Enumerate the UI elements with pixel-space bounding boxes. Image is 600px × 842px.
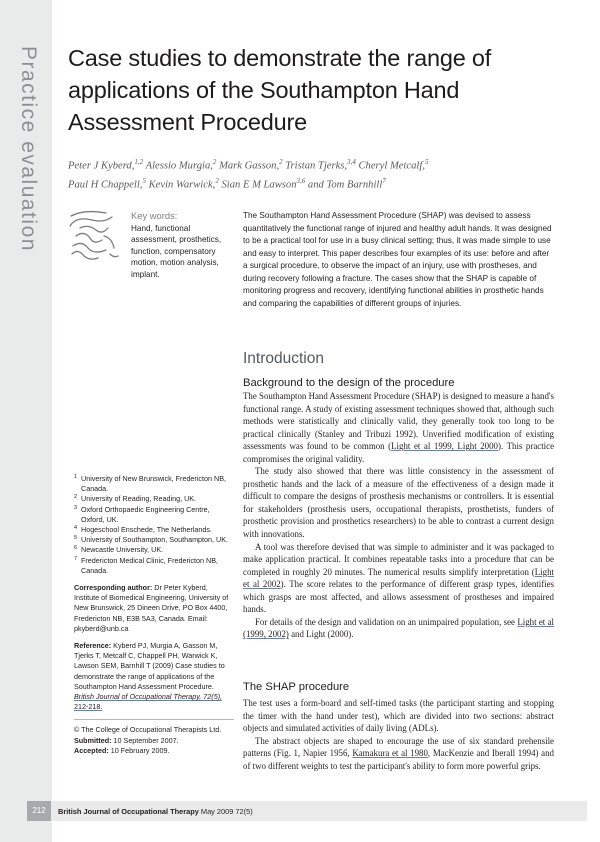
- journal-issue: May 2009 72(5): [198, 807, 253, 816]
- article-dates: [74, 725, 234, 756]
- introduction-heading: Introduction: [243, 350, 324, 367]
- reference-text: Kyberd PJ, Murgia A, Gasson M, Tjerks T, Metcalf C, Chappell PH, Warwick K, Lawson SEM, Barnhill T (2009) Case studies to demonstrate the range of applications of the Southampton Hand Assessment Procedure.: [74, 641, 225, 691]
- section-label: Practice evaluation: [17, 46, 40, 252]
- abstract: The Southampton Hand Assessment Procedure (SHAP) was devised to assess quantitatively the functional range of injured and healthy adult hands. It was designed to be a practical tool for use in a busy clinical setting; thus, it was made simple to use and easy to interpret. This paper describes four examples of its use: before and after a surgical procedure, to observe the impact of an injury, use with prostheses, and during recovery following a fracture. The cases show that the SHAP is capable of monitoring progress and recovery, identifying functional abilities in prosthetic hands and comparing the capabilities of different groups of injuries.: [243, 211, 552, 308]
- accepted-value: 10 February 2009.: [108, 745, 170, 755]
- author-affiliation-mark: 2: [215, 177, 219, 186]
- affiliation-text: Oxford Orthopaedic Engineering Centre, Oxford, UK.: [81, 504, 210, 524]
- author-list: [68, 155, 568, 193]
- reference-label: Reference:: [74, 641, 112, 651]
- affiliation-text: University of New Brunswick, Fredericton NB, Canada.: [81, 474, 226, 494]
- journal-seal-icon: [66, 208, 122, 264]
- keywords-heading: Key words:: [131, 210, 178, 221]
- running-footer: [58, 807, 253, 816]
- corresponding-label: Corresponding author:: [74, 583, 153, 593]
- affiliation-text: Fredericton Medical Clinic, Fredericton NB, Canada.: [81, 555, 219, 575]
- text-run: The abstract objects are shaped to encourage the use of six standard prehensile patterns (Fig. 1, Napier 1956,: [243, 735, 554, 759]
- paragraph: The study also showed that there was little consistency in the assessment of prosthetic hands and the lack of a measure of the effectiveness of a design made it difficult to compare the designs of prosthesis mechanisms or controllers. It is essential for stakeholders (prosthesis users, occupational therapists, prosthetists, funders of prosthetic provision and prosthetics researchers) to be able to contrast a current design with innovations.: [243, 466, 554, 540]
- accepted-label: Accepted:: [74, 745, 109, 755]
- affiliation: [74, 494, 234, 504]
- author-affiliation-mark: 2: [279, 158, 283, 166]
- paragraph: [243, 616, 554, 641]
- author: Kevin Warwick,: [148, 179, 216, 191]
- submitted-date: [74, 736, 234, 746]
- affiliation-number: 4: [74, 525, 78, 532]
- corresponding-text: Dr Peter Kyberd, Institute of Biomedical Engineering, University of New Brunswick, 25 Dineen Drive, PO Box 4400, Fredericton NB, E3B 5A3, Canada. Email: pkyberd@unb.ca: [74, 583, 229, 633]
- author: Cheryl Metcalf,: [358, 160, 425, 172]
- text-run: and Light (2000).: [288, 629, 354, 640]
- seal-stroke: [76, 233, 102, 242]
- author-affiliation-mark: 7: [382, 177, 386, 186]
- seal-stroke: [80, 226, 108, 232]
- citation-link[interactable]: Light et al 2002: [243, 566, 554, 590]
- author: Peter J Kyberd,: [68, 160, 135, 172]
- author: Paul H Chappell,: [68, 179, 143, 191]
- seal-stroke: [104, 236, 114, 248]
- shap-procedure-body: [243, 697, 554, 772]
- seal-stroke: [71, 212, 106, 216]
- accepted-date: [74, 746, 234, 756]
- introduction-body: [243, 390, 554, 641]
- affiliation: [74, 505, 234, 525]
- reference-pages-link[interactable]: 212-218.: [74, 702, 103, 712]
- affiliation: [74, 556, 234, 576]
- text-run: The Southampton Hand Assessment Procedure (SHAP) is designed to measure a hand's functional range. A study of existing assessment techniques showed that, although such methods were statistically and clinically valid, they generally took too long to be practical clinically (Stanley and Tribuzi 1992). Unverified modification of existing assessments was found to be common (: [243, 391, 554, 452]
- text-run: For details of the design and validation on an unimpaired population, see: [255, 616, 518, 627]
- citation-link[interactable]: Light et al (1999, 2002): [243, 616, 555, 640]
- affiliation-number: 3: [74, 504, 78, 511]
- author-affiliation-mark: 3,6: [296, 177, 306, 186]
- affiliation-number: 7: [74, 555, 78, 562]
- journal-name: British Journal of Occupational Therapy: [58, 807, 199, 816]
- paragraph: [243, 541, 554, 616]
- reference-journal-link[interactable]: British Journal of Occupational Therapy, 72(5),: [74, 692, 223, 702]
- keywords-list: Hand, functional assessment, prosthetics, function, compensatory motion, motion analysis, implant.: [131, 224, 222, 279]
- text-run: ). This practice compromises the original validity.: [243, 441, 555, 464]
- author: and Tom Barnhill: [307, 179, 383, 191]
- affiliation-number: 1: [74, 474, 78, 480]
- text-run: A tool was therefore devised that was simple to administer and it was packaged to make application practical. It combines repeatable tasks into a procedure that can be completed in roughly 20 minutes. The numerical results simplify interpretation (: [243, 541, 554, 577]
- affiliation-number: 2: [74, 494, 78, 501]
- affiliation: [74, 525, 234, 535]
- author-affiliation-mark: 5: [142, 177, 146, 186]
- author-affiliation-mark: 3,4: [347, 158, 356, 166]
- affiliation: [74, 535, 234, 545]
- affiliation-text: Newcastle University, UK.: [81, 545, 164, 555]
- shap-procedure-heading: The SHAP procedure: [243, 681, 350, 693]
- affiliation-number: 6: [74, 545, 78, 552]
- paragraph: The test uses a form-board and self-timed tasks (the participant starting and stopping the timer with the hand under test), which are divided into two sections: abstract objects and simulated activities of daily living (ADLs).: [243, 698, 554, 734]
- text-run: ). The score relates to the performance of different grasp types, identifies which grasps are most affected, and allows assessment of prostheses and impaired hands.: [243, 579, 555, 615]
- seal-stroke: [70, 217, 112, 226]
- affiliation: [74, 545, 234, 555]
- author: Sian E M Lawson: [221, 179, 297, 191]
- submitted-value: 10 September 2007.: [111, 735, 179, 745]
- affiliation-number: 5: [74, 535, 78, 542]
- author-affiliation-mark: 2: [212, 158, 217, 166]
- affiliation-text: University of Southampton, Southampton, UK.: [81, 535, 229, 545]
- copyright: © The College of Occupational Therapists Ltd.: [74, 725, 222, 735]
- divider: [74, 719, 234, 720]
- page-number: 212: [27, 801, 51, 821]
- background-subheading: Background to the design of the procedure: [243, 377, 455, 389]
- author: Alessio Murgia,: [145, 160, 213, 172]
- affiliation-text: University of Reading, Reading, UK.: [81, 494, 197, 504]
- keywords-box: [131, 210, 231, 280]
- submitted-label: Submitted:: [74, 735, 112, 745]
- author-affiliation-mark: 1,2: [134, 158, 144, 166]
- citation-link[interactable]: Light et al 1999, Light 2000: [391, 441, 498, 452]
- seal-stroke: [73, 243, 106, 252]
- side-notes: [74, 474, 234, 756]
- article-title: Case studies to demonstrate the range of applications of the Southampton Hand Assessment Procedure: [68, 45, 492, 135]
- citation-reference: [74, 641, 234, 712]
- seal-stroke: [110, 254, 118, 257]
- paragraph: [243, 735, 554, 773]
- seal-stroke: [72, 251, 98, 259]
- affiliation-text: Hogeschool Enschede, The Netherlands.: [81, 525, 212, 535]
- affiliation: [74, 474, 234, 494]
- text-run: , MacKenzie and Iberall 1994) and of two different weights to test the participant's ability to form more powerful grips.: [243, 748, 554, 771]
- paragraph: [243, 390, 554, 465]
- author-affiliation-mark: 5: [424, 158, 429, 166]
- author: Mark Gasson,: [219, 160, 280, 172]
- author: Tristan Tjerks,: [285, 160, 348, 172]
- citation-link[interactable]: Kamakura et al 1980: [352, 748, 428, 759]
- corresponding-author: [74, 583, 234, 634]
